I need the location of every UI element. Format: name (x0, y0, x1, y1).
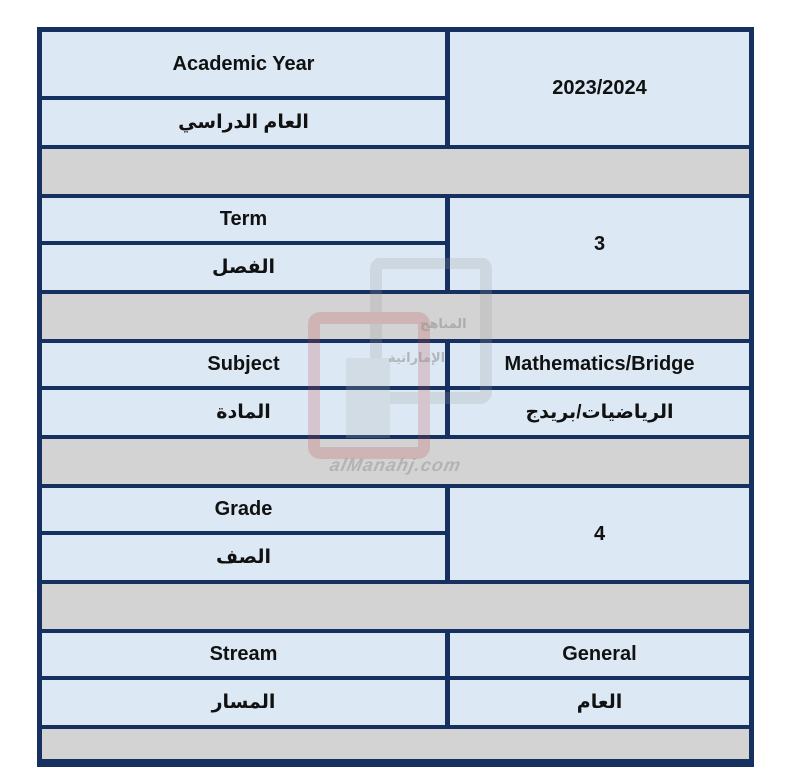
academic-year-label-ar: العام الدراسي (42, 100, 445, 145)
watermark-text-line1: المناهج (420, 316, 467, 331)
separator-row-2 (42, 294, 749, 339)
subject-label-ar: المادة (42, 390, 445, 435)
academic-year-value: 2023/2024 (450, 32, 749, 145)
grade-label-en: Grade (42, 488, 445, 531)
watermark-site: alManahj.com (327, 455, 464, 475)
subject-value-ar: الرياضيات/بريدج (450, 390, 749, 435)
separator-row-1 (42, 149, 749, 194)
academic-year-label-en: Academic Year (42, 32, 445, 96)
separator-row-4 (42, 584, 749, 629)
subject-label-en: Subject (42, 343, 445, 386)
grade-label-ar: الصف (42, 535, 445, 580)
stream-label-en: Stream (42, 633, 445, 676)
term-value: 3 (450, 198, 749, 290)
separator-row-5 (42, 729, 749, 759)
stream-value-ar: العام (450, 680, 749, 725)
stream-value-en: General (450, 633, 749, 676)
subject-value-en: Mathematics/Bridge (450, 343, 749, 386)
stream-label-ar: المسار (42, 680, 445, 725)
term-label-ar: الفصل (42, 245, 445, 290)
grade-value: 4 (450, 488, 749, 580)
watermark-text-line2: الإماراتية (388, 350, 446, 365)
term-label-en: Term (42, 198, 445, 241)
